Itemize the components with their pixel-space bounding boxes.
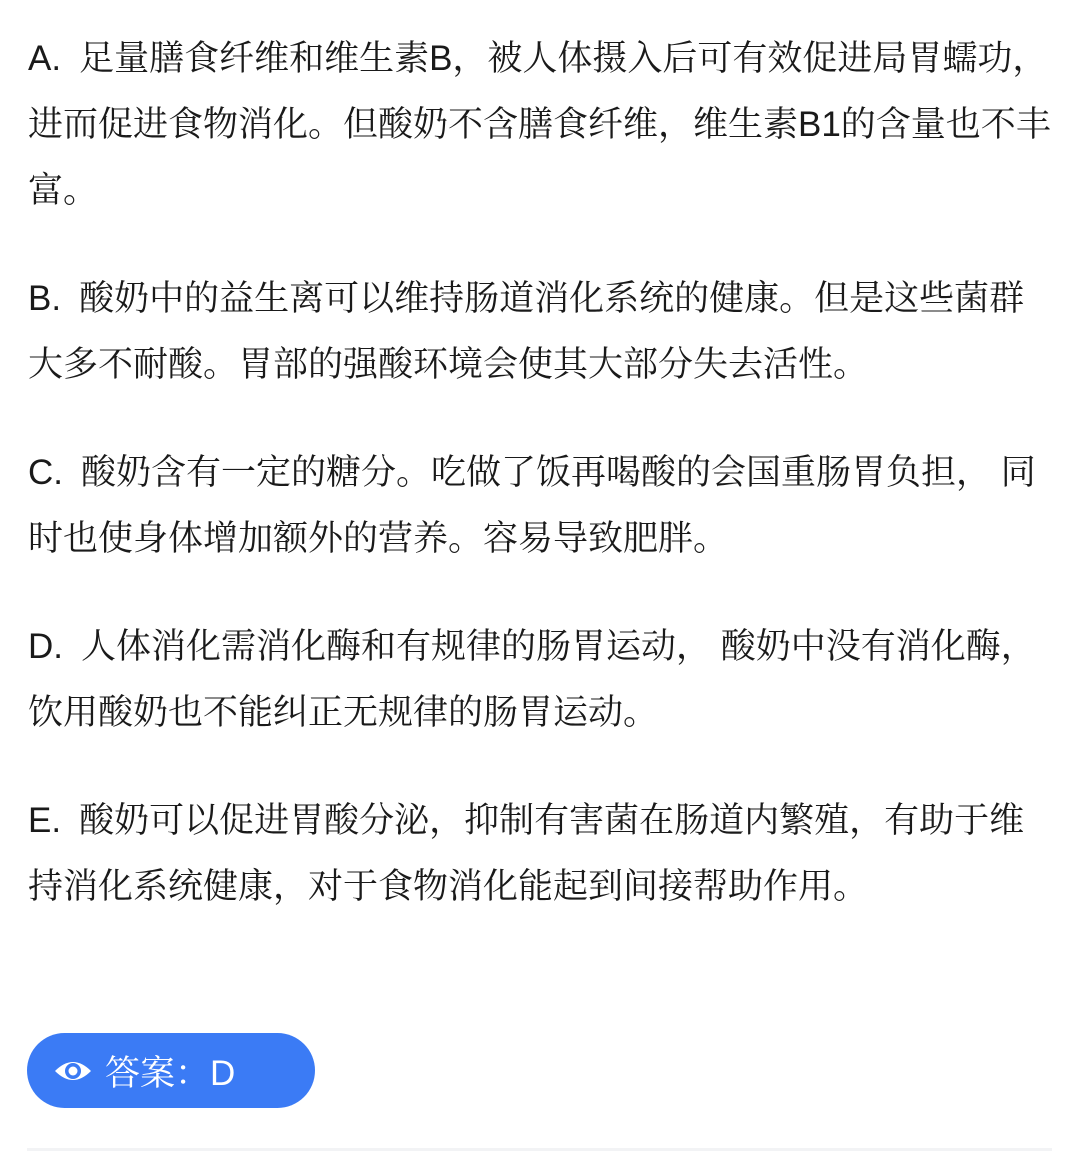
option-text: 酸奶可以促进胃酸分泌，抑制有害菌在肠道内繁殖，有助于维持消化系统健康，对于食物消化能起到间接帮助作用。 [28, 801, 1025, 906]
option-letter: A. [28, 39, 62, 78]
option-d [28, 614, 1058, 746]
option-letter: B. [28, 279, 62, 318]
option-text: 足量膳食纤维和维生素B，被人体摄入后可有效促进局胃蠕功，进而促进食物消化。但酸奶不含膳食纤维，维生素B1的含量也不丰富。 [28, 39, 1051, 210]
option-text: 酸奶含有一定的糖分。吃做了饭再喝酸的会国重肠胃负担， 同时也使身体增加额外的营养。容易导致肥胖。 [28, 453, 1036, 558]
divider [27, 1148, 1052, 1151]
option-letter: E. [28, 801, 62, 840]
option-text: 人体消化需消化酶和有规律的肠胃运动， 酸奶中没有消化酶，饮用酸奶也不能纠正无规律的肠胃运动。 [28, 627, 1036, 732]
options-list [28, 26, 1058, 962]
option-a [28, 26, 1058, 224]
option-letter: D. [28, 627, 63, 666]
answer-label: 答案：D [105, 1053, 236, 1093]
option-b [28, 266, 1058, 398]
show-answer-button[interactable] [27, 1033, 315, 1108]
option-letter: C. [28, 453, 63, 492]
option-e [28, 788, 1058, 920]
eye-icon [53, 1051, 93, 1091]
option-text: 酸奶中的益生离可以维持肠道消化系统的健康。但是这些菌群大多不耐酸。胃部的强酸环境会使其大部分失去活性。 [28, 279, 1025, 384]
option-c [28, 440, 1058, 572]
